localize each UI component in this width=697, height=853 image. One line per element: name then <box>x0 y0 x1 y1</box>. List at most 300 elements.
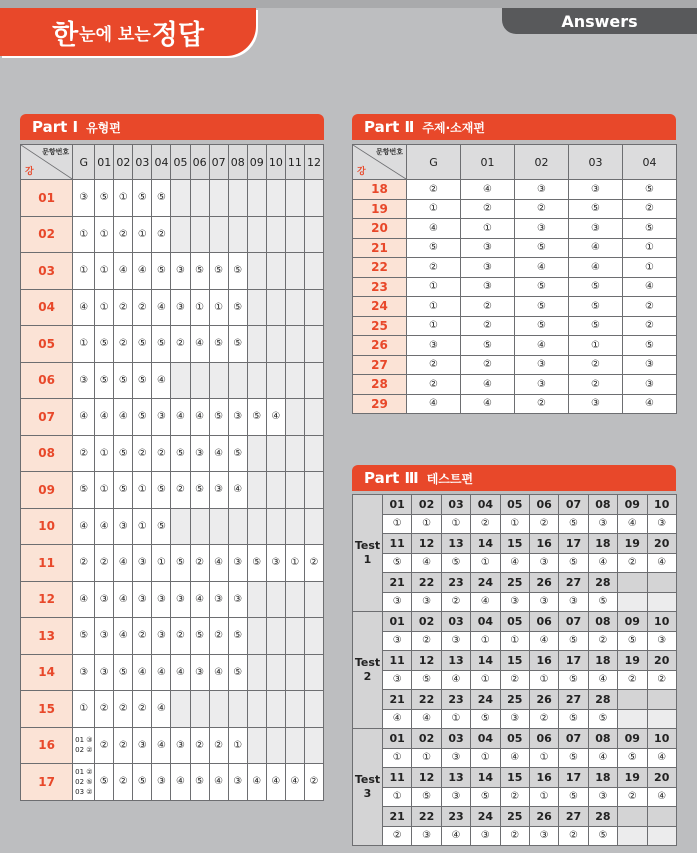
answer-cell: ④ <box>133 253 152 290</box>
answer-cell: ③ <box>500 709 529 729</box>
answer-cell: ② <box>623 316 677 336</box>
question-number: 02 <box>412 612 441 632</box>
question-number: 28 <box>588 807 617 827</box>
answer-cell: ⑤ <box>569 199 623 219</box>
answer-cell: ⑤ <box>152 180 171 217</box>
part3-table <box>352 494 677 846</box>
lecture-number: 14 <box>21 654 73 691</box>
title-banner <box>0 8 256 56</box>
answer-cell: ② <box>171 618 190 655</box>
column-header: 11 <box>285 145 304 180</box>
answer-cell: ④ <box>114 581 133 618</box>
table-row <box>21 508 324 545</box>
answer-cell: ① <box>73 691 95 728</box>
title-part2: 눈에 보는 <box>79 24 151 45</box>
empty-cell <box>304 472 323 509</box>
answer-cell: ② <box>407 258 461 278</box>
question-number-row <box>353 534 677 554</box>
answer-cell: ① <box>471 748 500 768</box>
empty-cell <box>285 618 304 655</box>
empty-cell <box>247 326 266 363</box>
question-number: 21 <box>383 690 412 710</box>
question-number: 12 <box>412 768 441 788</box>
question-number: 26 <box>529 690 558 710</box>
answer-cell: ② <box>171 326 190 363</box>
question-number: 13 <box>441 768 470 788</box>
table-row <box>353 394 677 414</box>
lecture-number: 11 <box>21 545 73 582</box>
lecture-number: 16 <box>21 727 73 764</box>
part1-table <box>20 144 324 801</box>
answer-cell: ② <box>209 727 228 764</box>
answer-cell: ④ <box>73 508 95 545</box>
question-number: 06 <box>529 495 558 515</box>
answer-cell: ⑤ <box>228 618 247 655</box>
answer-cell: ③ <box>73 362 95 399</box>
answer-cell: ③ <box>515 180 569 200</box>
answer-cell: ④ <box>133 654 152 691</box>
answer-cell: ② <box>647 670 676 690</box>
question-number: 08 <box>588 612 617 632</box>
empty-cell <box>304 289 323 326</box>
answer-cell: ④ <box>73 399 95 436</box>
column-header: 09 <box>247 145 266 180</box>
answer-cell: ③ <box>383 670 412 690</box>
answer-cell: ④ <box>647 787 676 807</box>
answer-cell: ① <box>529 787 558 807</box>
question-number: 05 <box>500 495 529 515</box>
answer-cell: ④ <box>412 553 441 573</box>
empty-cell <box>209 362 228 399</box>
empty-cell <box>266 362 285 399</box>
empty-cell <box>285 253 304 290</box>
answer-cell: ④ <box>529 631 558 651</box>
answer-cell: ⑤ <box>73 472 95 509</box>
answer-cell: ⑤ <box>407 238 461 258</box>
empty-cell <box>618 826 647 846</box>
part2-header <box>352 114 676 140</box>
answer-cell: ③ <box>515 219 569 239</box>
table-row <box>21 362 324 399</box>
question-number: 01 <box>383 612 412 632</box>
table-row <box>21 216 324 253</box>
table-row <box>353 238 677 258</box>
question-number: 14 <box>471 768 500 788</box>
answer-cell: ① <box>73 253 95 290</box>
question-number: 27 <box>559 690 588 710</box>
multi-answer-line: 01 ② <box>75 767 93 776</box>
answer-cell: ① <box>407 316 461 336</box>
table-row <box>21 289 324 326</box>
question-number: 17 <box>559 768 588 788</box>
empty-cell <box>266 435 285 472</box>
answer-cell: ④ <box>515 336 569 356</box>
answer-cell: ④ <box>190 399 209 436</box>
question-number: 03 <box>441 729 470 749</box>
empty-cell <box>228 691 247 728</box>
empty-cell <box>247 180 266 217</box>
answer-cell: ⑤ <box>190 472 209 509</box>
empty-cell <box>647 807 676 827</box>
table-row <box>21 435 324 472</box>
question-number: 14 <box>471 651 500 671</box>
empty-cell <box>304 618 323 655</box>
answer-cell: ⑤ <box>228 654 247 691</box>
answer-cell: ③ <box>407 336 461 356</box>
question-number: 24 <box>471 573 500 593</box>
answer-cell: ④ <box>209 545 228 582</box>
test-label <box>353 612 383 729</box>
answer-cell: ⑤ <box>133 362 152 399</box>
empty-cell <box>247 216 266 253</box>
lecture-number: 05 <box>21 326 73 363</box>
table-row <box>21 180 324 217</box>
empty-cell <box>285 216 304 253</box>
question-number: 28 <box>588 690 617 710</box>
answer-cell: ⑤ <box>171 435 190 472</box>
answer-cell: ④ <box>383 709 412 729</box>
answer-cell: ③ <box>647 514 676 534</box>
question-number: 06 <box>529 729 558 749</box>
answer-cell: ③ <box>559 592 588 612</box>
answer-cell: ② <box>618 787 647 807</box>
answer-cell: ② <box>209 618 228 655</box>
table-row <box>21 326 324 363</box>
answer-cell: ⑤ <box>190 618 209 655</box>
empty-cell <box>647 709 676 729</box>
answer-cell: ④ <box>618 514 647 534</box>
table-row <box>353 375 677 395</box>
answer-cell: ③ <box>412 826 441 846</box>
column-header: 02 <box>515 145 569 180</box>
answer-row <box>353 709 677 729</box>
answer-cell: ① <box>471 670 500 690</box>
empty-cell <box>247 435 266 472</box>
question-number: 21 <box>383 807 412 827</box>
answer-cell: ③ <box>114 508 133 545</box>
empty-cell <box>171 508 190 545</box>
part3-subtitle: 테스트편 <box>426 471 474 486</box>
question-number: 02 <box>412 729 441 749</box>
empty-cell <box>285 654 304 691</box>
answer-cell: ⑤ <box>209 326 228 363</box>
answer-cell: ⑤ <box>114 362 133 399</box>
answer-cell: ③ <box>588 514 617 534</box>
answer-cell: ① <box>73 216 95 253</box>
answer-cell: ④ <box>266 764 285 801</box>
table-row <box>21 545 324 582</box>
answer-cell: ① <box>383 748 412 768</box>
answer-cell: ③ <box>133 545 152 582</box>
empty-cell <box>190 216 209 253</box>
answer-cell: ③ <box>500 592 529 612</box>
empty-cell <box>647 573 676 593</box>
answer-cell: ④ <box>588 670 617 690</box>
answer-cell: ⑤ <box>133 326 152 363</box>
question-number: 22 <box>412 807 441 827</box>
column-header: 04 <box>623 145 677 180</box>
part1-subtitle: 유형편 <box>86 120 121 135</box>
answer-cell: ⑤ <box>412 670 441 690</box>
answer-cell: ⑤ <box>209 253 228 290</box>
answer-cell: ② <box>133 618 152 655</box>
table-row <box>353 180 677 200</box>
empty-cell <box>285 472 304 509</box>
question-number-row <box>353 651 677 671</box>
answer-cell: ② <box>618 553 647 573</box>
answer-cell: ⑤ <box>588 592 617 612</box>
diag-bottom-label: 강 <box>357 167 366 177</box>
answer-cell: ⑤ <box>623 180 677 200</box>
answer-cell: ② <box>114 289 133 326</box>
answer-cell: ④ <box>515 258 569 278</box>
empty-cell <box>266 727 285 764</box>
answer-cell: ⑤ <box>559 748 588 768</box>
top-strip <box>0 0 697 8</box>
answer-cell: ③ <box>171 289 190 326</box>
lecture-number: 21 <box>353 238 407 258</box>
answer-cell: ④ <box>623 394 677 414</box>
question-number: 05 <box>500 729 529 749</box>
answer-cell: ⑤ <box>228 326 247 363</box>
diagonal-header-cell <box>21 145 73 180</box>
answer-cell: ② <box>133 289 152 326</box>
answer-cell: ⑤ <box>515 238 569 258</box>
lecture-number: 24 <box>353 297 407 317</box>
lecture-number: 22 <box>353 258 407 278</box>
test-label-number: 1 <box>363 553 372 566</box>
answer-cell: ② <box>515 394 569 414</box>
question-number: 25 <box>500 807 529 827</box>
answer-cell: ④ <box>407 219 461 239</box>
column-header: G <box>73 145 95 180</box>
empty-cell <box>304 399 323 436</box>
lecture-number: 09 <box>21 472 73 509</box>
empty-cell <box>304 508 323 545</box>
lecture-number: 26 <box>353 336 407 356</box>
answer-cell: ② <box>407 355 461 375</box>
answer-cell: ⑤ <box>623 336 677 356</box>
empty-cell <box>647 826 676 846</box>
answer-cell: ⑤ <box>559 514 588 534</box>
answer-cell: ③ <box>441 748 470 768</box>
answer-cell: ① <box>623 258 677 278</box>
answer-cell: ③ <box>569 219 623 239</box>
question-number: 10 <box>647 495 676 515</box>
lecture-number: 04 <box>21 289 73 326</box>
answer-cell: ④ <box>209 764 228 801</box>
question-number: 18 <box>588 768 617 788</box>
empty-cell <box>285 180 304 217</box>
answer-cell: ① <box>461 219 515 239</box>
empty-cell <box>304 654 323 691</box>
answer-cell: ⑤ <box>559 709 588 729</box>
part2-title: Part Ⅱ <box>364 118 415 136</box>
answer-cell: ② <box>461 297 515 317</box>
answer-cell: ① <box>285 545 304 582</box>
lecture-number: 13 <box>21 618 73 655</box>
empty-cell <box>209 691 228 728</box>
question-number: 20 <box>647 651 676 671</box>
answer-cell-multi <box>73 764 95 801</box>
answer-cell: ③ <box>190 654 209 691</box>
lecture-number: 29 <box>353 394 407 414</box>
answer-cell: ④ <box>500 748 529 768</box>
answer-row <box>353 670 677 690</box>
question-number: 08 <box>588 495 617 515</box>
question-number: 25 <box>500 573 529 593</box>
answer-cell: ⑤ <box>618 748 647 768</box>
question-number: 13 <box>441 534 470 554</box>
answer-cell: ① <box>441 514 470 534</box>
answer-cell: ④ <box>228 472 247 509</box>
question-number: 04 <box>471 495 500 515</box>
lecture-number: 25 <box>353 316 407 336</box>
answer-cell: ④ <box>114 618 133 655</box>
empty-cell <box>285 691 304 728</box>
empty-cell <box>266 289 285 326</box>
table-row <box>21 618 324 655</box>
answer-cell-multi <box>73 727 95 764</box>
empty-cell <box>266 691 285 728</box>
answer-cell: ③ <box>461 277 515 297</box>
answer-cell: ③ <box>133 727 152 764</box>
answer-cell: ③ <box>209 472 228 509</box>
question-number: 22 <box>412 690 441 710</box>
answer-cell: ⑤ <box>95 362 114 399</box>
answer-cell: ③ <box>209 581 228 618</box>
answer-cell: ⑤ <box>114 472 133 509</box>
empty-cell <box>228 508 247 545</box>
answer-cell: ③ <box>95 618 114 655</box>
question-number: 11 <box>383 534 412 554</box>
empty-cell <box>285 435 304 472</box>
answer-cell: ① <box>383 514 412 534</box>
lecture-number: 18 <box>353 180 407 200</box>
question-number: 23 <box>441 573 470 593</box>
diag-top-label: 문항번호 <box>375 148 403 156</box>
empty-cell <box>618 690 647 710</box>
question-number: 07 <box>559 729 588 749</box>
answer-cell: ② <box>569 355 623 375</box>
answer-cell: ⑤ <box>152 508 171 545</box>
answer-cell: ⑤ <box>95 764 114 801</box>
answer-cell: ② <box>95 727 114 764</box>
empty-cell <box>285 399 304 436</box>
question-number: 15 <box>500 534 529 554</box>
empty-cell <box>171 362 190 399</box>
part1-header-row <box>21 145 324 180</box>
answer-cell: ④ <box>461 180 515 200</box>
answer-cell: ⑤ <box>247 399 266 436</box>
question-number: 07 <box>559 612 588 632</box>
test-label-word: Test <box>354 539 381 552</box>
answer-cell: ④ <box>441 826 470 846</box>
empty-cell <box>647 592 676 612</box>
lecture-number: 01 <box>21 180 73 217</box>
answer-cell: ① <box>133 472 152 509</box>
answer-cell: ⑤ <box>559 670 588 690</box>
empty-cell <box>266 253 285 290</box>
question-number: 09 <box>618 729 647 749</box>
answer-cell: ② <box>623 297 677 317</box>
answer-cell: ③ <box>569 180 623 200</box>
answer-cell: ② <box>500 826 529 846</box>
table-row <box>21 654 324 691</box>
answer-cell: ⑤ <box>412 787 441 807</box>
question-number: 26 <box>529 807 558 827</box>
lecture-number: 15 <box>21 691 73 728</box>
answer-cell: ③ <box>228 581 247 618</box>
question-number: 10 <box>647 729 676 749</box>
column-header: G <box>407 145 461 180</box>
answer-cell: ② <box>515 199 569 219</box>
answer-cell: ④ <box>461 375 515 395</box>
answer-cell: ④ <box>114 399 133 436</box>
answer-cell: ④ <box>407 394 461 414</box>
answer-cell: ② <box>529 709 558 729</box>
multi-answer-line: 03 ② <box>75 787 93 796</box>
answer-row <box>353 553 677 573</box>
answers-tab: Answers <box>502 8 697 34</box>
answer-cell: ⑤ <box>133 764 152 801</box>
answer-cell: ② <box>588 631 617 651</box>
answer-cell: ① <box>569 336 623 356</box>
answer-cell: ④ <box>114 253 133 290</box>
answer-cell: ③ <box>515 375 569 395</box>
answer-cell: ① <box>471 553 500 573</box>
answer-cell: ③ <box>133 581 152 618</box>
lecture-number: 12 <box>21 581 73 618</box>
answer-cell: ⑤ <box>623 219 677 239</box>
test-label <box>353 729 383 846</box>
question-number: 26 <box>529 573 558 593</box>
answer-cell: ④ <box>588 553 617 573</box>
answer-cell: ② <box>461 316 515 336</box>
answer-cell: ④ <box>152 654 171 691</box>
empty-cell <box>209 508 228 545</box>
empty-cell <box>266 216 285 253</box>
question-number: 04 <box>471 729 500 749</box>
answer-cell: ③ <box>171 253 190 290</box>
question-number: 15 <box>500 651 529 671</box>
lecture-number: 20 <box>353 219 407 239</box>
answer-row <box>353 748 677 768</box>
answer-cell: ① <box>152 545 171 582</box>
question-number: 19 <box>618 651 647 671</box>
question-number: 17 <box>559 651 588 671</box>
empty-cell <box>190 180 209 217</box>
answer-cell: ④ <box>623 277 677 297</box>
question-number-row <box>353 612 677 632</box>
answer-cell: ④ <box>152 289 171 326</box>
answer-cell: ② <box>114 691 133 728</box>
question-number: 15 <box>500 768 529 788</box>
answer-cell: ③ <box>569 394 623 414</box>
table-row <box>21 399 324 436</box>
question-number: 14 <box>471 534 500 554</box>
answer-cell: ① <box>529 670 558 690</box>
question-number: 24 <box>471 690 500 710</box>
answer-cell: ④ <box>73 289 95 326</box>
diag-bottom-label: 강 <box>25 167 34 177</box>
answer-cell: ④ <box>73 581 95 618</box>
answer-cell: ① <box>441 709 470 729</box>
empty-cell <box>266 326 285 363</box>
empty-cell <box>304 326 323 363</box>
question-number: 18 <box>588 651 617 671</box>
answer-cell: ⑤ <box>95 180 114 217</box>
